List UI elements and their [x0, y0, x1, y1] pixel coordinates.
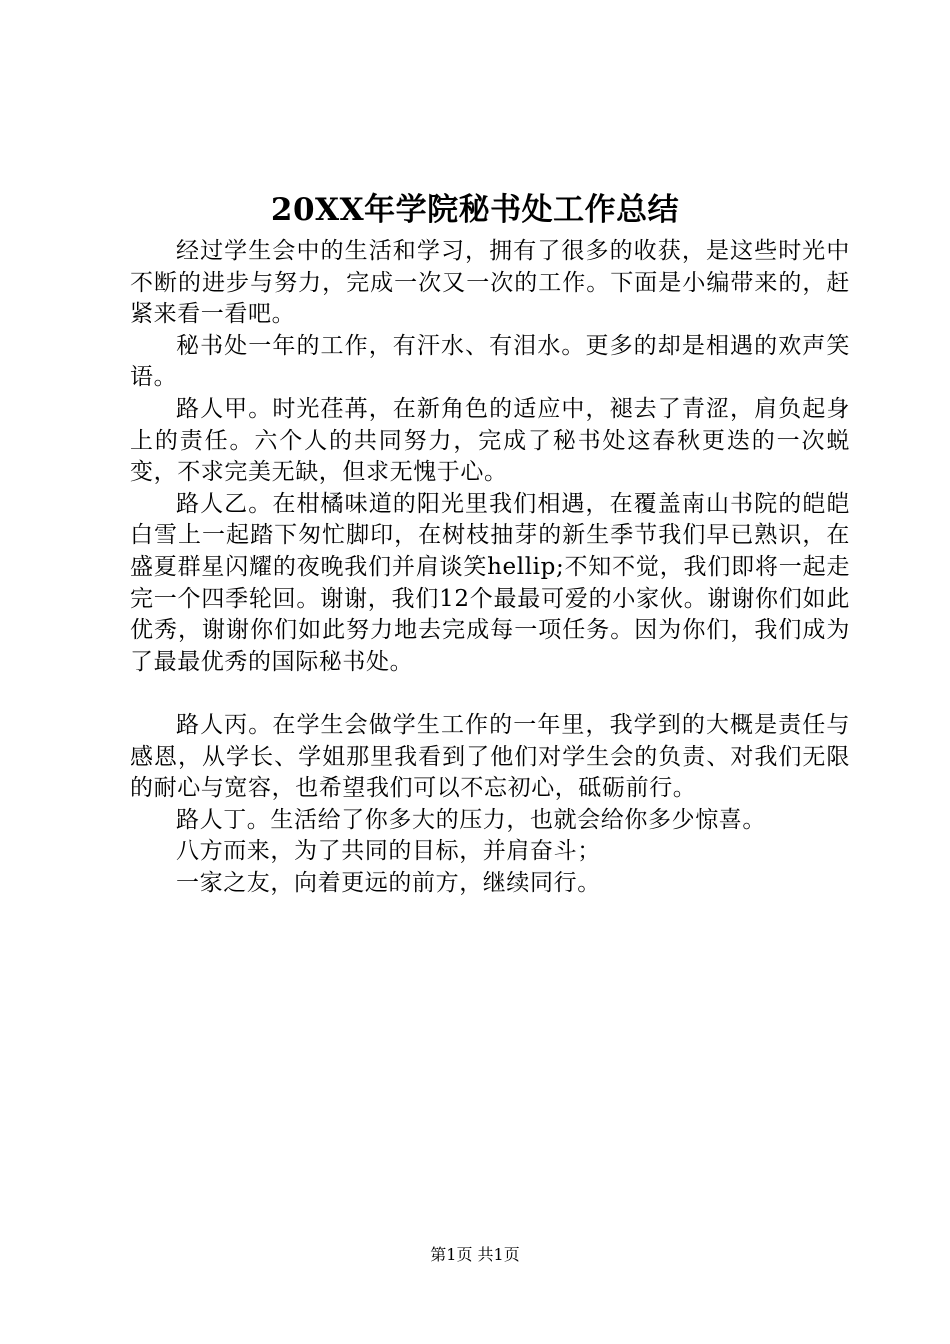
paragraph-person-c: 路人丙。在学生会做学生工作的一年里，我学到的大概是责任与感恩，从学长、学姐那里我看到了他们对学生会的负责、对我们无限的耐心与宽容，也希望我们可以不忘初心，砥砺前行。: [130, 711, 850, 802]
paragraph-intro: 经过学生会中的生活和学习，拥有了很多的收获，是这些时光中不断的进步与努力，完成一次又一次的工作。下面是小编带来的，赶紧来看一看吧。: [130, 238, 850, 328]
document-body: [130, 236, 850, 899]
page-footer: 第1页 共1页: [430, 1245, 520, 1264]
document-title: 20XX年学院秘书处工作总结: [270, 192, 680, 228]
paragraph-person-a: 路人甲。时光荏苒，在新角色的适应中，褪去了青涩，肩负起身上的责任。六个人的共同努力，完成了秘书处这春秋更迭的一次蜕变，不求完美无缺，但求无愧于心。: [130, 395, 850, 486]
paragraph-closing-line-1: 八方而来，为了共同的目标，并肩奋斗；: [176, 838, 601, 865]
paragraph-closing-line-2: 一家之友，向着更远的前方，继续同行。: [176, 869, 601, 896]
paragraph-person-d: 路人丁。生活给了你多大的压力，也就会给你多少惊喜。: [176, 806, 766, 833]
paragraph-summary: 秘书处一年的工作，有汗水、有泪水。更多的却是相遇的欢声笑语。: [130, 332, 850, 391]
paragraph-person-b: 路人乙。在柑橘味道的阳光里我们相遇，在覆盖南山书院的皑皑白雪上一起踏下匆忙脚印，在树枝抽芽的新生季节我们早已熟识，在盛夏群星闪耀的夜晚我们并肩谈笑hellip;不知不觉，我们即将一起走完一个四季轮回。谢谢，我们12个最最可爱的小家伙。谢谢你们如此优秀，谢谢你们如此努力地去完成每一项任务。因为你们，我们成为了最最优秀的国际秘书处。: [130, 490, 850, 675]
